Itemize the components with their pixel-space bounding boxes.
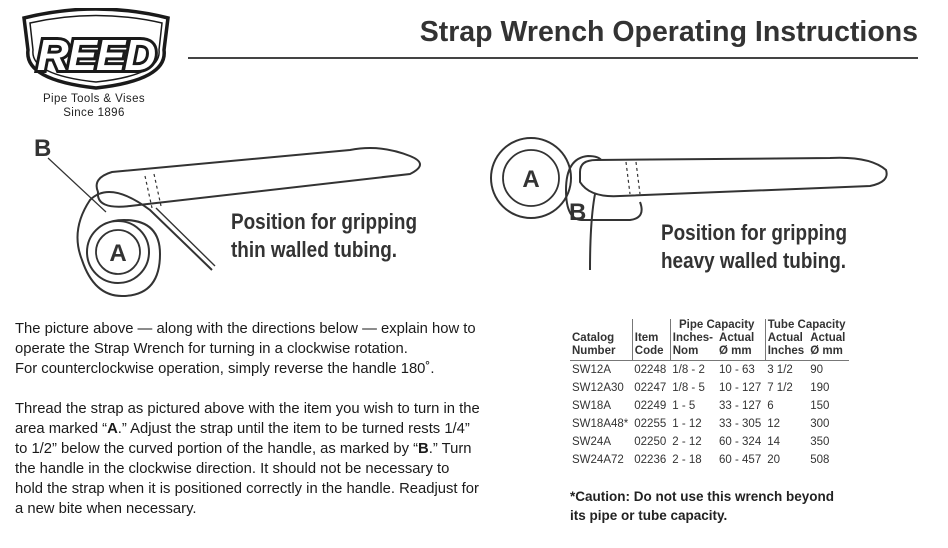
item-code-cell: 02247 [634,382,667,394]
intro-paragraph [15,319,555,379]
col-pipe-inches: Inches- [670,332,717,345]
tube-mm-cell: 90 [810,364,824,376]
intro-line3: For counterclockwise operation, simply reverse the handle 180˚. [15,361,435,377]
right-caption [661,219,847,275]
tube-inches-cell: 12 [767,418,781,430]
col-catalog: Catalog [572,332,615,344]
directions-line6: a new bite when necessary. [15,501,197,517]
right-caption-line1: Position for gripping [661,220,848,245]
left-caption [231,208,417,264]
table-header-row1 [570,332,849,345]
directions-line2-a: area marked “ [15,421,108,437]
item-code-cell: 02248 [634,364,667,376]
catalog-number-cell: SW18A48* [572,418,629,430]
col-pipe-inches-2: Nom [670,345,717,361]
tube-inches-cell: 20 [767,454,781,466]
reed-logo-emblem [14,8,178,92]
directions-paragraph [15,399,555,519]
table-row [570,451,849,469]
reed-logo [14,8,178,92]
catalog-number-cell: SW24A72 [572,454,624,466]
col-pipe-mm-2: Ø mm [717,345,765,361]
title-rule [188,57,918,59]
table-header-blank [570,319,632,332]
pipe-inches-cell: 1 - 5 [672,400,696,412]
pipe-inches-cell: 2 - 12 [672,436,702,448]
pipe-mm-cell: 60 - 324 [719,436,762,448]
col-tube-mm: Actual [810,332,846,344]
capacity-table [570,319,849,469]
item-code-cell: 02250 [634,436,667,448]
left-label-b: B [34,135,52,162]
logo-text: REED [36,31,156,80]
catalog-number-cell: SW12A30 [572,382,624,394]
table-row [570,415,849,433]
directions-line3-b: .” Turn [428,441,472,457]
directions-line2 [15,419,555,439]
right-caption-line2: heavy walled tubing. [661,248,847,273]
caution-line1: *Caution: Do not use this wrench beyond [570,489,835,504]
caution-line2: its pipe or tube capacity. [570,508,728,523]
tube-inches-cell: 6 [767,400,774,412]
left-strap-inner [156,208,215,266]
col-catalog-2: Number [570,345,632,361]
pipe-capacity-header: Pipe Capacity [670,319,765,332]
capacity-table-body [570,361,849,470]
caution-note [570,487,890,525]
left-label-a: A [109,240,127,267]
table-header-row2 [570,345,849,361]
tube-mm-cell: 190 [810,382,830,394]
table-group-header [570,319,849,332]
pipe-mm-cell: 33 - 305 [719,418,762,430]
catalog-number-cell: SW18A [572,400,611,412]
tube-mm-cell: 350 [810,436,830,448]
col-tube-mm-2: Ø mm [808,345,849,361]
left-caption-line1: Position for gripping [231,209,418,234]
col-pipe-mm: Actual [719,332,755,344]
directions-line3 [15,439,555,459]
pipe-mm-cell: 10 - 63 [719,364,755,376]
table-row [570,397,849,415]
item-code-cell: 02255 [634,418,667,430]
table-row [570,361,849,380]
tube-inches-cell: 14 [767,436,781,448]
col-item-2: Code [632,345,670,361]
tube-capacity-header: Tube Capacity [765,319,849,332]
directions-line2-b: .” Adjust the strap until the item to be turned rests 1/4” [117,421,470,437]
left-caption-line2: thin walled tubing. [231,237,398,262]
right-label-a: A [522,166,540,193]
table-row [570,433,849,451]
col-tube-inches: Actual [765,332,808,345]
pipe-inches-cell: 2 - 18 [672,454,702,466]
tube-inches-cell: 3 1/2 [767,364,793,376]
right-label-b: B [569,199,587,226]
table-header-blank-2 [632,319,670,332]
directions-line3-bold: B [418,441,429,457]
directions-line1: Thread the strap as pictured above with the item you wish to turn in the [15,401,480,417]
intro-line1: The picture above — along with the directions below — explain how to [15,321,476,337]
pipe-inches-cell: 1/8 - 2 [672,364,705,376]
tagline-line1: Pipe Tools & Vises [42,93,146,105]
item-code-cell: 02236 [634,454,667,466]
pipe-inches-cell: 1/8 - 5 [672,382,705,394]
tube-mm-cell: 300 [810,418,830,430]
pipe-inches-cell: 1 - 12 [672,418,702,430]
tagline-line2: Since 1896 [63,107,125,119]
tagline [24,92,164,120]
col-tube-inches-2: Inches [765,345,808,361]
tube-mm-cell: 508 [810,454,830,466]
table-row [570,379,849,397]
item-code-cell: 02249 [634,400,667,412]
tube-inches-cell: 7 1/2 [767,382,793,394]
page-title: Strap Wrench Operating Instructions [419,16,918,48]
col-item: Item [632,332,670,345]
catalog-number-cell: SW24A [572,436,611,448]
directions-line3-a: to 1/2” below the curved portion of the handle, as marked by “ [15,441,419,457]
pipe-mm-cell: 60 - 457 [719,454,762,466]
directions-line2-bold: A [107,421,118,437]
directions-line5: hold the strap when it is positioned correctly in the handle. Readjust for [15,481,479,497]
tube-mm-cell: 150 [810,400,830,412]
pipe-mm-cell: 10 - 127 [719,382,762,394]
intro-line2: operate the Strap Wrench for turning in a clockwise rotation. [15,341,408,357]
catalog-number-cell: SW12A [572,364,611,376]
strap-wrench-diagrams [0,120,948,310]
pipe-mm-cell: 33 - 127 [719,400,762,412]
directions-line4: the handle in the clockwise direction. It should not be necessary to [15,461,450,477]
